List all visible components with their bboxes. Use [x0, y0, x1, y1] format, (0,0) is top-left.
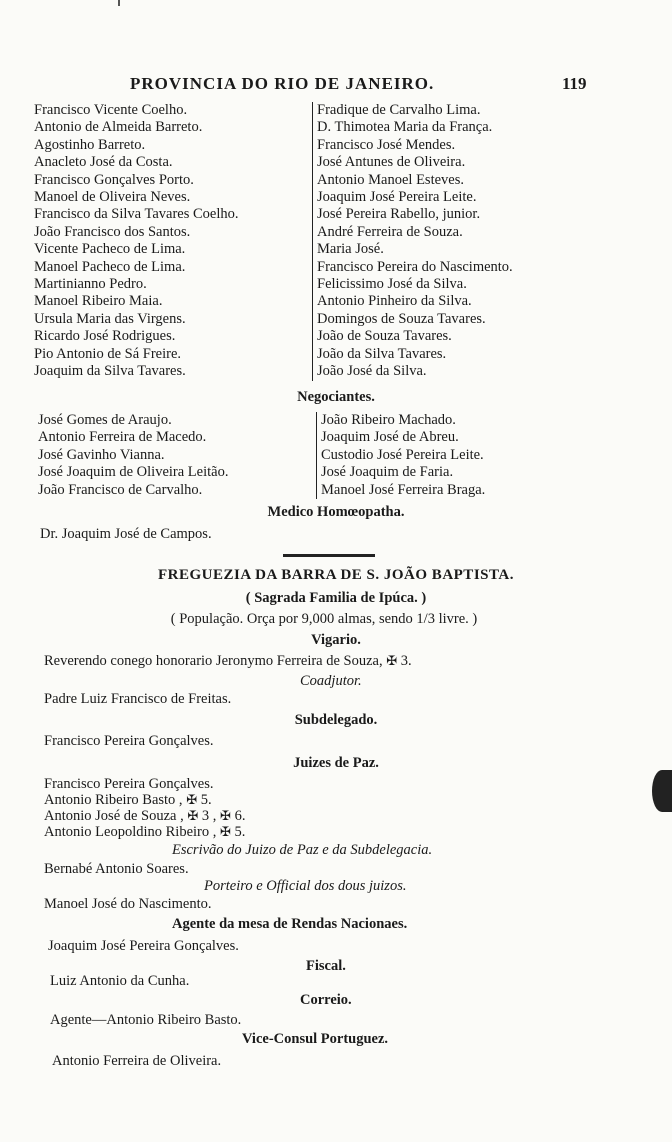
freguezia-population: ( População. Orça por 9,000 almas, sendo 1/3 livre. ) [170, 611, 478, 627]
list-item: Joaquim José Pereira Leite. [317, 189, 477, 206]
list-item: Pio Antonio de Sá Freire. [34, 345, 182, 362]
list-item: Custodio José Pereira Leite. [321, 446, 484, 463]
coadjutor-name: Padre Luiz Francisco de Freitas. [44, 691, 232, 707]
escrivao-heading: Escrivão do Juizo de Paz e da Subdelegacia. [172, 842, 433, 858]
consul-heading: Vice-Consul Portuguez. [242, 1031, 389, 1047]
negociantes-heading: Negociantes. [297, 389, 375, 405]
cross-icon: ✠ [386, 653, 398, 668]
juiz-3-number-1: 3 , [201, 808, 217, 824]
vigario-line [44, 653, 412, 670]
list-item: Maria José. [317, 241, 384, 258]
cross-icon: ✠ [187, 808, 199, 823]
escrivao-name: Bernabé Antonio Soares. [44, 861, 189, 877]
list-item: Agostinho Barreto. [34, 136, 146, 153]
list-item: Antonio de Almeida Barreto. [34, 119, 203, 136]
juiz-2-name: Antonio Ribeiro Basto , [44, 792, 183, 808]
ink-blot [652, 770, 672, 812]
page-header [0, 74, 672, 96]
consul-name: Antonio Ferreira de Oliveira. [52, 1053, 222, 1069]
list-item: Antonio Manoel Esteves. [317, 171, 464, 188]
list-item: Joaquim José de Abreu. [321, 429, 459, 446]
medico-name: Dr. Joaquim José de Campos. [40, 526, 212, 542]
page-title: PROVINCIA DO RIO DE JANEIRO. [130, 74, 435, 93]
subdelegado-heading: Subdelegado. [294, 712, 378, 728]
juiz-4 [44, 824, 245, 840]
list-item: João Francisco dos Santos. [34, 223, 191, 240]
negociantes-right-column [316, 412, 485, 499]
list-item: João José da Silva. [317, 363, 427, 380]
list-item: Vicente Pacheco de Lima. [34, 241, 186, 258]
list-item: Felicissimo José da Silva. [317, 276, 467, 293]
juiz-3-name: Antonio José de Souza , [44, 808, 184, 824]
list-item: Ursula Maria das Virgens. [34, 310, 186, 327]
list-item: Antonio Ferreira de Macedo. [38, 429, 207, 446]
subdelegado-name: Francisco Pereira Gonçalves. [44, 733, 214, 749]
vigario-name: Reverendo conego honorario Jeronymo Ferreira de Souza, [44, 653, 383, 669]
list-item: Manoel Ribeiro Maia. [34, 293, 163, 310]
correio-name: Agente—Antonio Ribeiro Basto. [50, 1012, 242, 1028]
cross-icon: ✠ [220, 808, 231, 823]
list-item: Joaquim da Silva Tavares. [34, 363, 186, 380]
juiz-1: Francisco Pereira Gonçalves. [44, 776, 214, 792]
list-item: Domingos de Souza Tavares. [317, 310, 486, 327]
porteiro-heading: Porteiro e Official dos dous juizos. [204, 878, 407, 894]
page-number: 119 [562, 74, 587, 93]
list-item: José Pereira Rabello, junior. [317, 206, 481, 223]
cross-icon: ✠ [186, 792, 198, 807]
list-item: João Ribeiro Machado. [321, 412, 456, 428]
juiz-2-number: 5. [200, 792, 212, 808]
correio-heading: Correio. [300, 992, 352, 1008]
medico-heading: Medico Homœopatha. [267, 504, 405, 520]
juiz-4-name: Antonio Leopoldino Ribeiro , [44, 824, 217, 840]
list-item: José Antunes de Oliveira. [317, 154, 466, 171]
vigario-heading: Vigario. [311, 632, 361, 648]
list-item: Martinianno Pedro. [34, 276, 147, 293]
list-item: José Gavinho Vianna. [38, 446, 165, 463]
juiz-3 [44, 808, 245, 824]
juizes-list [44, 776, 245, 840]
freguezia-title: FREGUEZIA DA BARRA DE S. JOÃO BAPTISTA. [158, 567, 514, 583]
list-item: Francisco Vicente Coelho. [34, 102, 188, 118]
list-item: Antonio Pinheiro da Silva. [317, 293, 472, 310]
list-item: Fradique de Carvalho Lima. [317, 102, 481, 118]
list-item: Francisco da Silva Tavares Coelho. [34, 206, 239, 223]
page-mark [118, 0, 120, 6]
list-item: Manoel de Oliveira Neves. [34, 189, 191, 206]
freguezia-subtitle: ( Sagrada Familia de Ipúca. ) [245, 590, 427, 606]
list-item: José Joaquim de Faria. [321, 464, 454, 481]
juiz-3-number-2: 6. [234, 808, 246, 824]
porteiro-name: Manoel José do Nascimento. [44, 896, 212, 912]
section-divider [283, 554, 375, 557]
list-item: Francisco Pereira do Nascimento. [317, 258, 513, 275]
list-item: Manoel José Ferreira Braga. [321, 481, 486, 498]
list-left-column [34, 102, 239, 381]
coadjutor-heading: Coadjutor. [300, 673, 362, 689]
negociantes-left-column [38, 412, 228, 499]
list-item: José Gomes de Araujo. [38, 412, 172, 428]
vigario-number: 3. [400, 653, 412, 669]
agente-name: Joaquim José Pereira Gonçalves. [48, 938, 239, 954]
juiz-4-number: 5. [234, 824, 246, 840]
fiscal-name: Luiz Antonio da Cunha. [50, 973, 190, 989]
list-item: Francisco Gonçalves Porto. [34, 171, 194, 188]
agente-heading: Agente da mesa de Rendas Nacionaes. [172, 916, 408, 932]
juiz-2 [44, 792, 245, 808]
list-item: João Francisco de Carvalho. [38, 481, 203, 498]
list-item: Anacleto José da Costa. [34, 154, 173, 171]
list-item: Ricardo José Rodrigues. [34, 328, 176, 345]
list-item: André Ferreira de Souza. [317, 223, 463, 240]
list-item: José Joaquim de Oliveira Leitão. [38, 464, 229, 481]
list-item: Francisco José Mendes. [317, 136, 456, 153]
cross-icon: ✠ [220, 824, 231, 839]
list-item: João de Souza Tavares. [317, 328, 452, 345]
list-item: Manoel Pacheco de Lima. [34, 258, 186, 275]
list-item: D. Thimotea Maria da França. [317, 119, 493, 136]
juizes-heading: Juizes de Paz. [293, 755, 379, 771]
fiscal-heading: Fiscal. [306, 958, 346, 974]
list-right-column [312, 102, 513, 381]
list-item: João da Silva Tavares. [317, 345, 447, 362]
